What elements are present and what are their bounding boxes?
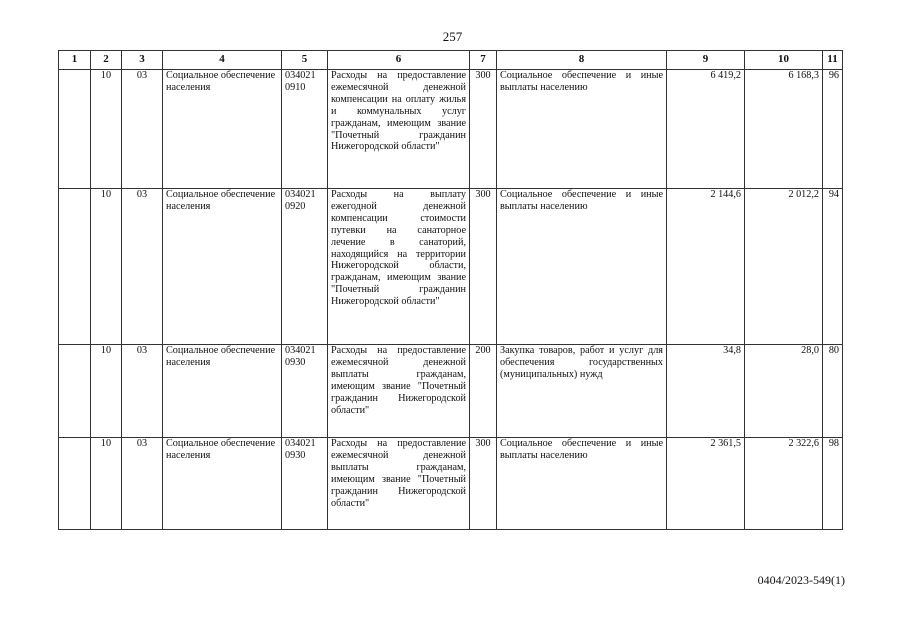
table-row <box>59 70 843 189</box>
cell-col1 <box>59 189 91 345</box>
cell-kvr: 300 <box>470 438 497 530</box>
cell-plan: 34,8 <box>667 345 745 438</box>
cell-col1 <box>59 438 91 530</box>
cell-col1 <box>59 345 91 438</box>
table-row <box>59 438 843 530</box>
column-header: 9 <box>667 51 745 70</box>
document-code: 0404/2023-549(1) <box>757 573 845 587</box>
cell-col1 <box>59 70 91 189</box>
cell-section: 10 <box>91 70 122 189</box>
cell-percent: 96 <box>823 70 843 189</box>
column-header: 8 <box>497 51 667 70</box>
cell-description: Расходы на предоставление ежемесячной денежной выплаты гражданам, имеющим звание "Почетный гражданин Нижегородской области" <box>328 345 470 438</box>
cell-description: Расходы на предоставление ежемесячной денежной компенсации на оплату жилья и коммунальных услуг гражданам, имеющим звание "Почетный гражданин Нижегородской области" <box>328 70 470 189</box>
cell-subsection: 03 <box>122 70 163 189</box>
column-header: 7 <box>470 51 497 70</box>
cell-percent: 98 <box>823 438 843 530</box>
column-header: 10 <box>745 51 823 70</box>
column-header: 11 <box>823 51 843 70</box>
budget-table <box>58 50 843 530</box>
column-header: 4 <box>163 51 282 70</box>
cell-name: Социальное обеспечение населения <box>163 70 282 189</box>
column-header: 3 <box>122 51 163 70</box>
cell-fact: 6 168,3 <box>745 70 823 189</box>
table-row <box>59 189 843 345</box>
page-number: 257 <box>442 29 463 44</box>
cell-section: 10 <box>91 189 122 345</box>
cell-kvr-name: Социальное обеспечение и иные выплаты населению <box>497 70 667 189</box>
cell-kvr-name: Социальное обеспечение и иные выплаты населению <box>497 189 667 345</box>
cell-plan: 2 144,6 <box>667 189 745 345</box>
cell-kvr-name: Социальное обеспечение и иные выплаты населению <box>497 438 667 530</box>
cell-kvr-name: Закупка товаров, работ и услуг для обеспечения государственных (муниципальных) нужд <box>497 345 667 438</box>
cell-percent: 94 <box>823 189 843 345</box>
header-row <box>59 51 843 70</box>
cell-plan: 6 419,2 <box>667 70 745 189</box>
column-header: 1 <box>59 51 91 70</box>
table-row <box>59 345 843 438</box>
cell-percent: 80 <box>823 345 843 438</box>
cell-plan: 2 361,5 <box>667 438 745 530</box>
column-header: 2 <box>91 51 122 70</box>
cell-fact: 2 322,6 <box>745 438 823 530</box>
cell-subsection: 03 <box>122 189 163 345</box>
cell-name: Социальное обеспечение населения <box>163 189 282 345</box>
cell-description: Расходы на выплату ежегодной денежной компенсации стоимости путевки на санаторное лечение в санаторий, находящийся на территории Нижегородской области, гражданам, имеющим звание "Почетный гражданин Нижегородской области" <box>328 189 470 345</box>
cell-section: 10 <box>91 345 122 438</box>
column-header: 6 <box>328 51 470 70</box>
cell-code: 034021 0920 <box>282 189 328 345</box>
cell-code: 034021 0910 <box>282 70 328 189</box>
cell-name: Социальное обеспечение населения <box>163 438 282 530</box>
cell-kvr: 300 <box>470 70 497 189</box>
cell-kvr: 200 <box>470 345 497 438</box>
cell-subsection: 03 <box>122 345 163 438</box>
cell-code: 034021 0930 <box>282 438 328 530</box>
cell-description: Расходы на предоставление ежемесячной денежной выплаты гражданам, имеющим звание "Почетный гражданин Нижегородской области" <box>328 438 470 530</box>
cell-fact: 28,0 <box>745 345 823 438</box>
cell-fact: 2 012,2 <box>745 189 823 345</box>
cell-subsection: 03 <box>122 438 163 530</box>
cell-name: Социальное обеспечение населения <box>163 345 282 438</box>
cell-code: 034021 0930 <box>282 345 328 438</box>
cell-section: 10 <box>91 438 122 530</box>
column-header: 5 <box>282 51 328 70</box>
cell-kvr: 300 <box>470 189 497 345</box>
